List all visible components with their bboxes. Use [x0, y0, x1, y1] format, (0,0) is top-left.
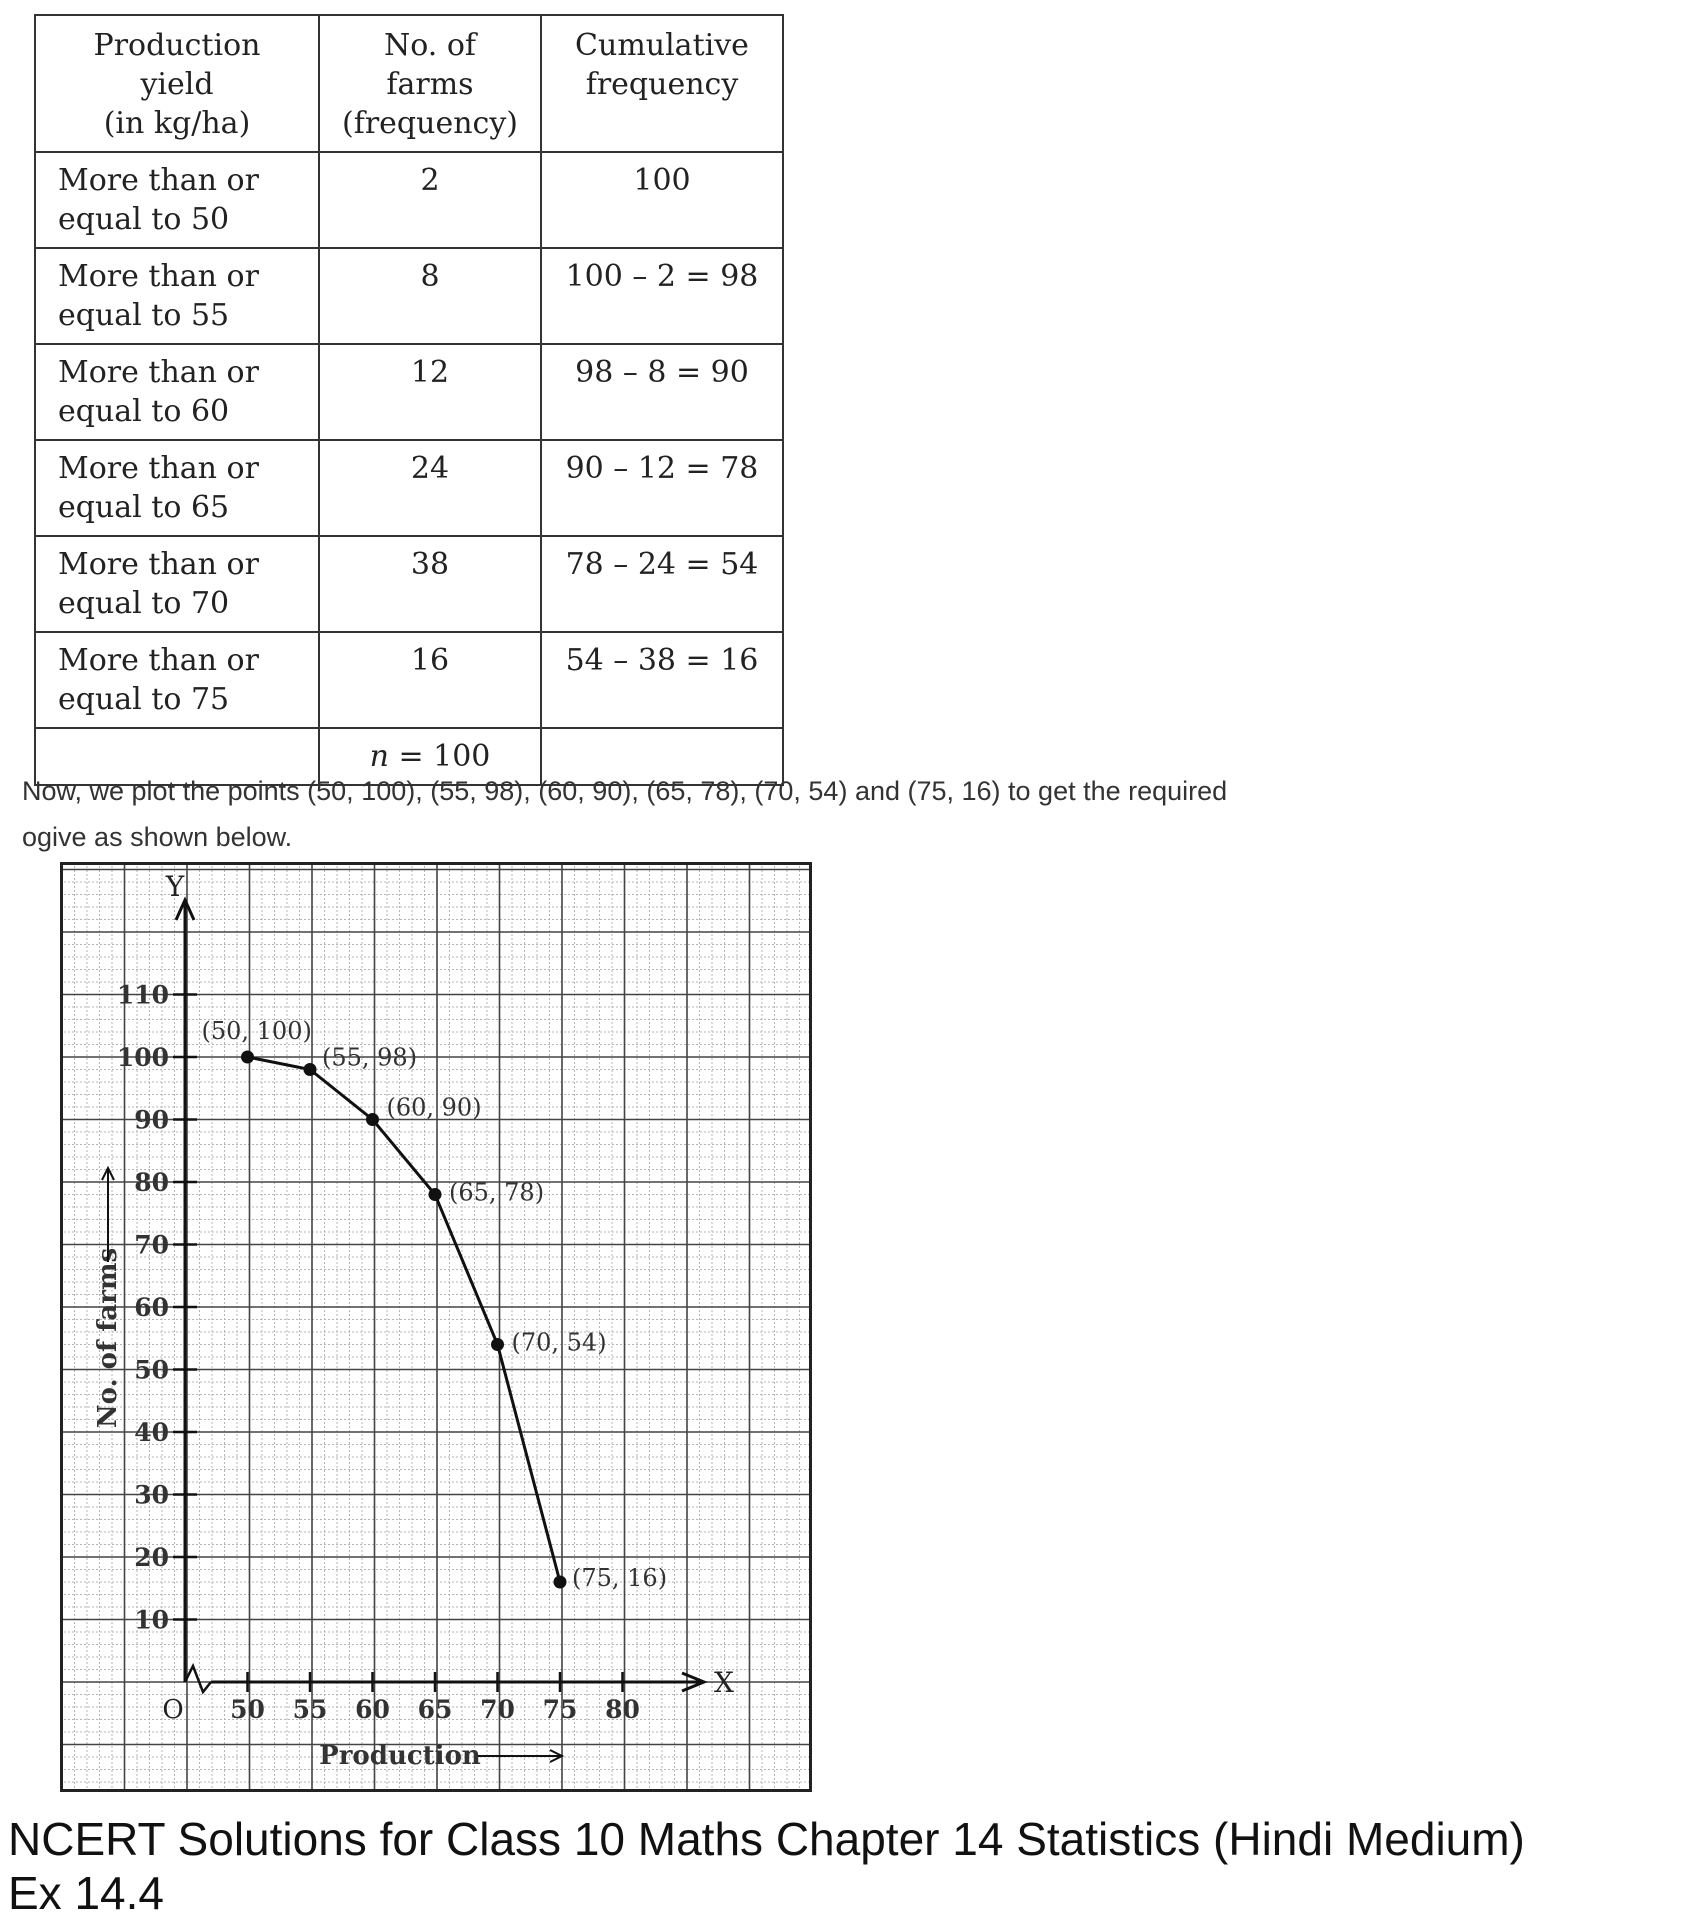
row-cumulative: 54 – 38 = 16: [541, 632, 783, 728]
total-n-value: = 100: [388, 739, 491, 774]
table-row: [35, 440, 783, 536]
data-point: [241, 1051, 254, 1064]
row-cumulative: 78 – 24 = 54: [541, 536, 783, 632]
data-point-label: (75, 16): [572, 1564, 668, 1592]
caption-exercise: Ex 14.4: [8, 1867, 164, 1919]
header-cumulative-frequency: Cumulative frequency: [541, 15, 783, 152]
data-point-label: (55, 98): [322, 1043, 418, 1072]
table-row: [35, 152, 783, 248]
y-tick-label: 50: [134, 1355, 169, 1385]
header-number-of-farms: No. of farms (frequency): [319, 15, 541, 152]
y-tick-label: 60: [134, 1293, 169, 1322]
y-tick-label: 80: [134, 1168, 169, 1197]
ogive-chart-svg: [60, 862, 812, 1792]
row-cumulative: 90 – 12 = 78: [541, 440, 783, 536]
data-point: [304, 1063, 317, 1076]
origin-label: O: [162, 1695, 184, 1725]
table-row: [35, 248, 783, 344]
x-tick-label: 75: [542, 1695, 578, 1724]
row-label: More than or equal to 55: [35, 248, 319, 344]
row-frequency: 16: [319, 632, 541, 728]
x-axis-letter: X: [714, 1666, 734, 1699]
explanation-line-2: ogive as shown below.: [22, 822, 293, 852]
y-tick-label: 70: [134, 1230, 169, 1260]
data-point: [366, 1113, 379, 1126]
y-tick-label: 30: [134, 1480, 169, 1510]
x-tick-label: 80: [605, 1695, 640, 1724]
table-row: [35, 536, 783, 632]
explanation-line-1: Now, we plot the points (50, 100), (55, 98), (60, 90), (65, 78), (70, 54) and (75, 16) to get the required: [22, 776, 1228, 806]
x-tick-label: 65: [417, 1695, 453, 1724]
data-point-label: (65, 78): [449, 1178, 545, 1207]
x-tick-label: 55: [292, 1695, 328, 1724]
y-tick-label: 40: [134, 1418, 169, 1447]
y-tick-label: 110: [116, 980, 169, 1010]
row-frequency: 12: [319, 344, 541, 440]
y-tick-label: 90: [134, 1105, 169, 1135]
x-tick-label: 50: [230, 1695, 265, 1724]
row-frequency: 2: [319, 152, 541, 248]
data-point-label: (70, 54): [511, 1328, 607, 1357]
y-tick-label: 100: [116, 1043, 169, 1072]
row-label: More than or equal to 50: [35, 152, 319, 248]
data-point-label: (60, 90): [386, 1093, 482, 1122]
total-n-variable: n: [369, 739, 389, 774]
row-frequency: 8: [319, 248, 541, 344]
row-cumulative: 100: [541, 152, 783, 248]
y-axis-letter: Y: [165, 870, 185, 903]
row-label: More than or equal to 60: [35, 344, 319, 440]
y-axis-title: No. of farms: [93, 1247, 123, 1429]
row-cumulative: 98 – 8 = 90: [541, 344, 783, 440]
table-header-row: [35, 15, 783, 152]
x-tick-label: 70: [480, 1695, 515, 1724]
x-axis-title: Production: [319, 1741, 481, 1771]
table-row: [35, 344, 783, 440]
row-frequency: 24: [319, 440, 541, 536]
row-label: More than or equal to 75: [35, 632, 319, 728]
data-point: [491, 1338, 504, 1351]
data-point: [554, 1576, 567, 1589]
row-label: More than or equal to 70: [35, 536, 319, 632]
row-frequency: 38: [319, 536, 541, 632]
data-point-label: (50, 100): [201, 1017, 312, 1045]
x-tick-label: 60: [355, 1695, 390, 1724]
ogive-graph: [60, 862, 812, 1792]
frequency-table: [34, 14, 784, 786]
caption-title: NCERT Solutions for Class 10 Maths Chapter 14 Statistics (Hindi Medium): [8, 1813, 1525, 1865]
row-cumulative: 100 – 2 = 98: [541, 248, 783, 344]
y-tick-label: 10: [134, 1605, 169, 1635]
header-production-yield: Production yield (in kg/ha): [35, 15, 319, 152]
y-tick-label: 20: [134, 1543, 169, 1572]
data-point: [429, 1188, 442, 1201]
row-label: More than or equal to 65: [35, 440, 319, 536]
table-row: [35, 632, 783, 728]
